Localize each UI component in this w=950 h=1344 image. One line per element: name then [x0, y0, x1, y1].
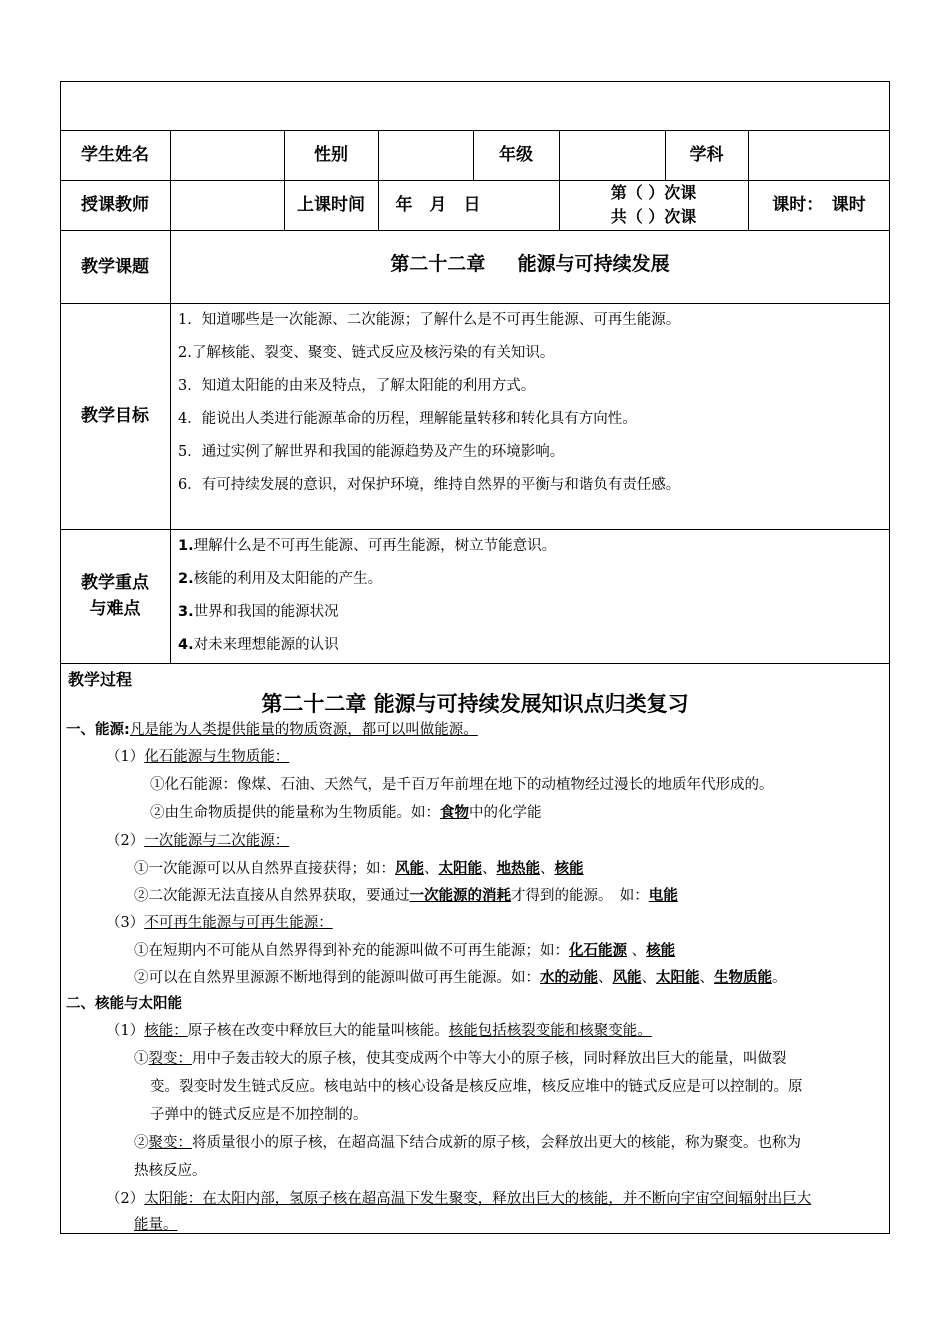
- section-1-definition: 凡是能为人类提供能量的物质资源，都可以叫做能源。: [129, 722, 478, 738]
- goals-label: 教学目标: [81, 406, 149, 426]
- separator: 、: [424, 861, 439, 877]
- class-time-label: 上课时间: [297, 195, 365, 215]
- goal-item: 5．通过实例了解世界和我国的能源趋势及产生的环境影响。: [178, 444, 565, 460]
- line-text: 用中子轰击较大的原子核，使其变成两个中等大小的原子核，同时释放出巨大的能量，叫做裂: [192, 1051, 787, 1067]
- goal-item: 2.了解核能、裂变、聚变、链式反应及核污染的有关知识。: [178, 345, 555, 361]
- key-point-item: [178, 534, 556, 555]
- keyword: 太阳能: [438, 861, 482, 877]
- keyword: 地热能: [496, 861, 540, 877]
- topic-value: 第二十二章 能源与可持续发展: [390, 253, 670, 275]
- keyword: 化石能源: [569, 943, 627, 959]
- grade-label: 年级: [499, 145, 533, 165]
- subsection-title: 一次能源与二次能源：: [144, 833, 290, 849]
- keyword: 核能: [554, 861, 584, 877]
- student-name-label: 学生姓名: [81, 145, 149, 165]
- key-points-label: [60, 529, 170, 663]
- key-point-text: 世界和我国的能源状况: [193, 604, 339, 620]
- subsection-title: 化石能源与生物质能：: [144, 749, 290, 765]
- biomass-energy-line: [150, 801, 542, 822]
- fossil-energy-line: ①化石能源：像煤、石油、天然气，是千百万年前埋在地下的动植物经过漫长的地质年代形成的。: [150, 777, 774, 793]
- line-text: 才得到的能源。 如：: [511, 888, 649, 904]
- lesson-total: 共（ ）次课: [610, 207, 697, 226]
- separator: 、: [482, 861, 497, 877]
- keyword: 水的动能: [540, 970, 598, 986]
- keyword: 风能: [395, 861, 424, 877]
- subsection-1-3-heading: [106, 911, 333, 932]
- key-point-text: 对未来理想能源的认识: [193, 637, 339, 653]
- subsection-num: （1）: [106, 749, 145, 765]
- line-text: ①一次能源可以从自然界直接获得；如：: [134, 861, 395, 877]
- separator: 、: [540, 861, 555, 877]
- line-text: 核能包括核裂变能和核聚变能。: [448, 1023, 652, 1039]
- subsection-1-2-heading: [106, 829, 289, 850]
- subsection-num: （1）: [106, 1023, 145, 1039]
- key-point-item: [178, 633, 339, 654]
- solar-energy-line-1: [106, 1187, 811, 1208]
- line-text: 。: [772, 970, 787, 986]
- fission-title: 裂变：: [148, 1051, 192, 1067]
- subject-label: 学科: [689, 145, 724, 165]
- process-label: 教学过程: [68, 670, 133, 689]
- date-value: 年 月 日: [395, 195, 481, 215]
- row-divider: [60, 529, 890, 530]
- lesson-number: [559, 180, 748, 230]
- subsection-title: 不可再生能源与可再生能源：: [144, 915, 333, 931]
- nuclear-energy-line: [106, 1019, 652, 1040]
- line-text: 将质量很小的原子核，在超高温下结合成新的原子核，会释放出更大的核能，称为聚变。也称为: [192, 1135, 801, 1151]
- separator: 、: [641, 970, 656, 986]
- row-divider: [60, 663, 890, 664]
- subsection-num: （2）: [106, 833, 145, 849]
- solar-energy-line-2: 能量。: [134, 1217, 178, 1233]
- fission-line-3: 子弹中的链式反应是不加控制的。: [150, 1107, 368, 1123]
- key-points-label-line1: 教学重点: [81, 573, 149, 593]
- separator: 、: [598, 970, 613, 986]
- subsection-num: （3）: [106, 915, 145, 931]
- fusion-line-1: [134, 1131, 801, 1152]
- line-text: ②二次能源无法直接从自然界获取，要通过: [134, 888, 410, 904]
- line-text: ①在短期内不可能从自然界得到补充的能源叫做不可再生能源；如：: [134, 943, 569, 959]
- topic-label: 教学课题: [81, 256, 149, 277]
- section-2-heading: 二、核能与太阳能: [66, 996, 182, 1012]
- key-point-item: [178, 600, 339, 621]
- key-point-text: 核能的利用及太阳能的产生。: [193, 571, 383, 587]
- line-text: ②由生命物质提供的能量称为生物质能。如：: [150, 805, 440, 821]
- key-points-label-line2: 与难点: [89, 599, 141, 619]
- section-1-head: 一、能源:: [66, 722, 130, 738]
- keyword: 电能: [648, 888, 678, 904]
- line-text: 原子核在改变中释放巨大的能量叫核能。: [187, 1023, 449, 1039]
- keyword: 太阳能: [656, 970, 700, 986]
- row-divider: [60, 303, 890, 304]
- line-text: 太阳能：在太阳内部，氢原子核在超高温下发生聚变，释放出巨大的核能，并不断向宇宙空间辐射出巨大: [144, 1191, 812, 1207]
- keyword: 食物: [440, 805, 469, 821]
- teacher-label: 授课教师: [81, 195, 149, 215]
- period-label: 课时： 课时: [772, 195, 866, 215]
- key-point-num: 4.: [178, 637, 194, 653]
- keyword: 生物质能: [714, 970, 772, 986]
- keyword: 风能: [612, 970, 642, 986]
- circled-number: ①: [134, 1051, 149, 1067]
- subsection-1-1-heading: [106, 745, 289, 766]
- goal-item: 6．有可持续发展的意识，对保护环境，维持自然界的平衡与和谐负有责任感。: [178, 477, 681, 493]
- fusion-title: 聚变：: [148, 1135, 192, 1151]
- process-title: 第二十二章 能源与可持续发展知识点归类复习: [261, 692, 689, 716]
- keyword: 核能: [646, 943, 676, 959]
- subsection-title: 核能：: [144, 1023, 188, 1039]
- lesson-no: 第（ ）次课: [610, 183, 697, 202]
- subsection-num: （2）: [106, 1191, 145, 1207]
- key-point-num: 3.: [178, 604, 194, 620]
- nonrenewable-energy-line: [134, 939, 675, 960]
- secondary-energy-line: [134, 884, 678, 905]
- line-text: 中的化学能: [469, 805, 542, 821]
- key-point-num: 1.: [178, 538, 194, 554]
- renewable-energy-line: [134, 966, 787, 987]
- keyword: 一次能源的消耗: [409, 888, 511, 904]
- line-text: ②可以在自然界里源源不断地得到的能源叫做可再生能源。如：: [134, 970, 540, 986]
- key-point-text: 理解什么是不可再生能源、可再生能源，树立节能意识。: [193, 538, 557, 554]
- fission-line-1: [134, 1047, 787, 1068]
- goal-item: 3．知道太阳能的由来及特点，了解太阳能的利用方式。: [178, 378, 536, 394]
- circled-number: ②: [134, 1135, 149, 1151]
- fission-line-2: 变。裂变时发生链式反应。核电站中的核心设备是核反应堆，核反应堆中的链式反应是可以控制的。原: [150, 1079, 803, 1095]
- key-point-num: 2.: [178, 571, 194, 587]
- key-point-item: [178, 567, 382, 588]
- separator: 、: [627, 943, 647, 959]
- goal-item: 1．知道哪些是一次能源、二次能源；了解什么是不可再生能源、可再生能源。: [178, 312, 681, 328]
- separator: 、: [699, 970, 714, 986]
- section-1-heading: [66, 718, 478, 739]
- fusion-line-2: 热核反应。: [134, 1163, 207, 1179]
- gender-label: 性别: [314, 145, 348, 165]
- col-divider: [170, 130, 171, 663]
- primary-energy-line: [134, 857, 584, 878]
- goal-item: 4．能说出人类进行能源革命的历程，理解能量转移和转化具有方向性。: [178, 411, 637, 427]
